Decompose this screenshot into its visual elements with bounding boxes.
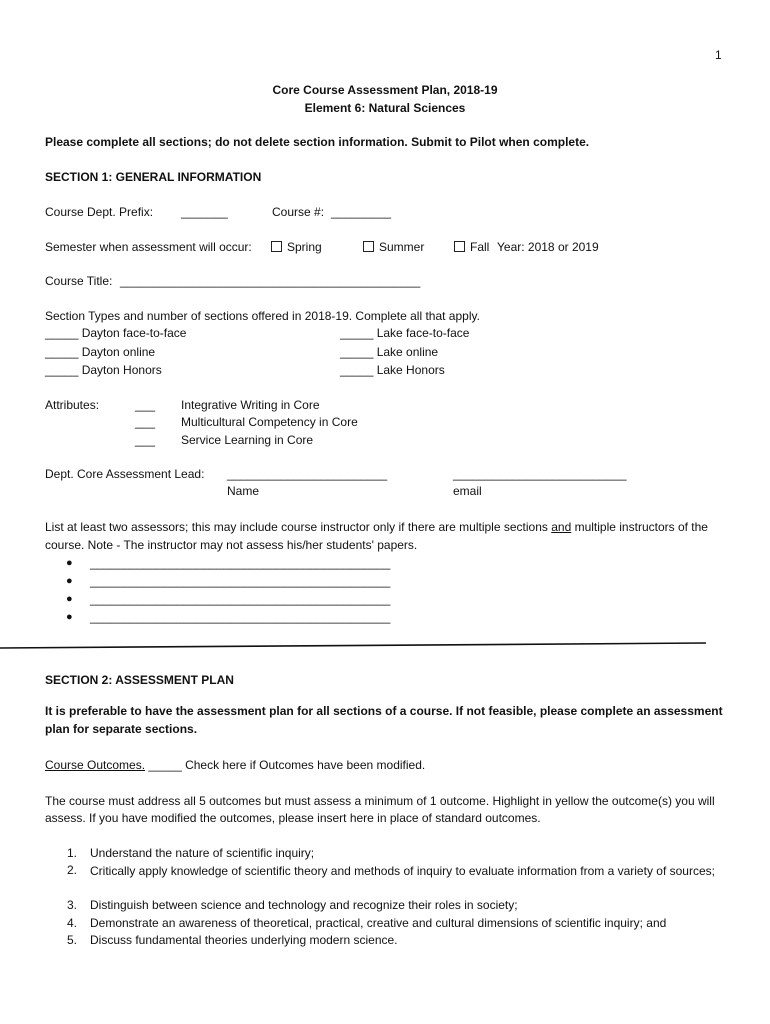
outcome-number: 2. [67,863,78,877]
assessor-field[interactable]: _____________________________________________ [90,556,391,570]
assessor-field[interactable]: _____________________________________________ [90,592,391,606]
dept-prefix-label: Course Dept. Prefix: [45,205,154,219]
semester-option-spring[interactable]: Spring [271,240,322,255]
outcome-item: Discuss fundamental theories underlying modern science. [90,933,398,947]
semester-option-summer[interactable]: Summer [363,240,424,255]
instructions: Please complete all sections; do not delete section information. Submit to Pilot when complete. [45,135,590,149]
section-type-dayton-online[interactable]: _____ Dayton online [45,345,156,359]
bullet-icon: ● [66,557,73,569]
section-type-lake-online[interactable]: _____ Lake online [340,345,439,359]
lead-name-field[interactable]: ________________________ [227,467,388,481]
year-text: Year: 2018 or 2019 [497,240,599,254]
outcome-number: 4. [67,916,78,930]
assessor-field[interactable]: _____________________________________________ [90,574,391,588]
page-number: 1 [715,48,722,62]
attribute-blank[interactable]: ___ [135,433,156,447]
outcomes-label: Course Outcomes. [45,758,146,772]
lead-label: Dept. Core Assessment Lead: [45,467,205,481]
bullet-icon: ● [66,593,73,605]
semester-label: Semester when assessment will occur: [45,240,252,254]
lead-email-caption: email [453,484,482,498]
document-subtitle: Element 6: Natural Sciences [304,101,466,115]
section-divider [0,641,706,649]
outcome-number: 1. [67,846,78,860]
checkbox-icon[interactable] [363,241,374,252]
document-title: Core Course Assessment Plan, 2018-19 [272,83,498,97]
checkbox-icon[interactable] [271,241,282,252]
course-title-field[interactable]: _____________________________________________ [120,274,421,288]
outcomes-modified-check[interactable]: _____ Check here if Outcomes have been modified. [145,758,426,772]
outcome-item: Distinguish between science and technology and recognize their roles in society; [90,898,518,912]
lead-email-field[interactable]: __________________________ [453,467,627,481]
outcome-number: 5. [67,933,78,947]
section2-heading: SECTION 2: ASSESSMENT PLAN [45,673,234,687]
outcomes-row [45,758,425,773]
dept-prefix-field[interactable]: _______ [181,205,228,219]
attribute-service-learning: Service Learning in Core [181,433,314,447]
assessors-instructions: List at least two assessors; this may include course instructor only if there are multiple sections and multiple instructors of the course. Note - The instructor may not assess his/her students' papers. [45,520,708,552]
attribute-blank[interactable]: ___ [135,398,156,412]
preference-text: It is preferable to have the assessment plan for all sections of a course. If not feasible, please complete an assessment plan for separate sections. [45,704,723,736]
bullet-icon: ● [66,611,73,623]
attribute-multicultural: Multicultural Competency in Core [181,415,358,429]
outcome-item: Demonstrate an awareness of theoretical, practical, creative and cultural dimensions of scientific inquiry; and [90,916,667,930]
section-types-intro: Section Types and number of sections offered in 2018-19. Complete all that apply. [45,309,480,323]
lead-name-caption: Name [227,484,260,498]
attribute-integrative-writing: Integrative Writing in Core [181,398,320,412]
section-type-lake-honors[interactable]: _____ Lake Honors [340,363,445,377]
attributes-label: Attributes: [45,398,100,412]
assessor-field[interactable]: _____________________________________________ [90,610,391,624]
outcomes-instructions: The course must address all 5 outcomes but must assess a minimum of 1 outcome. Highlight in yellow the outcome(s) you will assess. If you have modified the outcomes, please insert here in place of standard outcomes. [45,794,715,825]
checkbox-icon[interactable] [454,241,465,252]
section-type-dayton-f2f[interactable]: _____ Dayton face-to-face [45,326,187,340]
outcome-number: 3. [67,898,78,912]
bullet-icon: ● [66,575,73,587]
course-number-field[interactable]: _________ [331,205,392,219]
semester-option-fall[interactable]: Fall [454,240,489,255]
section-type-dayton-honors[interactable]: _____ Dayton Honors [45,363,162,377]
attribute-blank[interactable]: ___ [135,415,156,429]
section1-heading: SECTION 1: GENERAL INFORMATION [45,170,262,184]
course-number-label: Course #: [272,205,325,219]
course-title-label: Course Title: [45,274,113,288]
outcome-item: Understand the nature of scientific inquiry; [90,846,315,860]
section-type-lake-f2f[interactable]: _____ Lake face-to-face [340,326,470,340]
outcome-item: Critically apply knowledge of scientific theory and methods of inquiry to evaluate information from a variety of sources; [90,864,715,878]
